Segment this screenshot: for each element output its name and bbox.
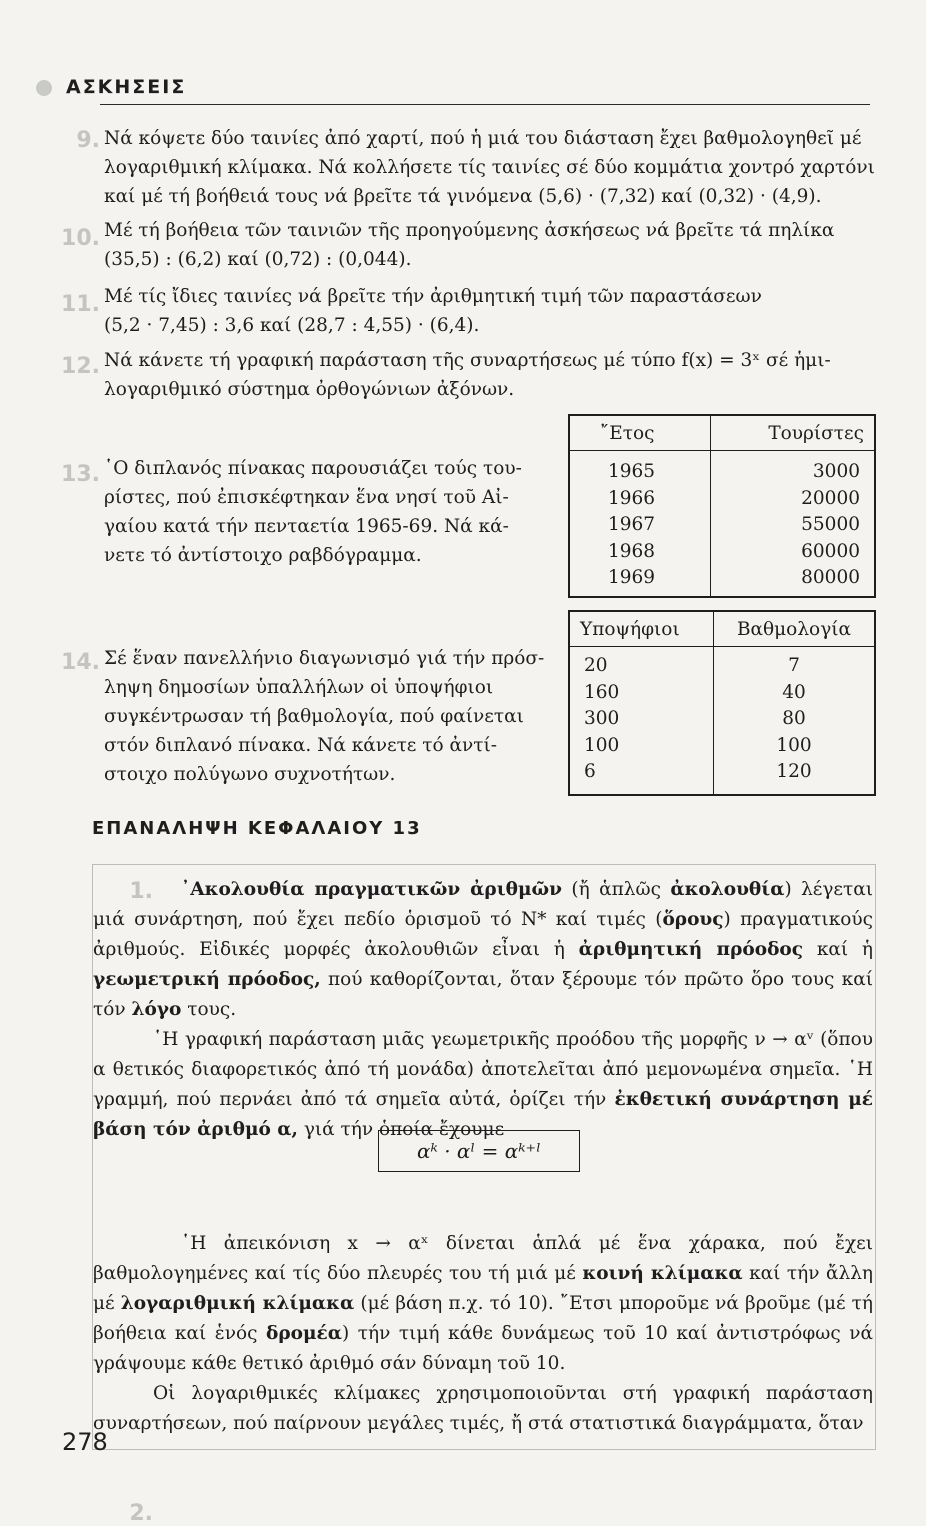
- text-span: τους.: [181, 999, 237, 1020]
- year-cell: 1968: [569, 539, 710, 566]
- term-exponential-function: ἐκθετική συνάρτηση μέ βάση τόν ἀριθμό α,: [93, 1089, 873, 1140]
- text-span: πού καθορίζονται, ὅταν ξέρουμε τόν πρῶτο ὅρο τους καί τόν: [93, 969, 873, 1020]
- exercise-13-line: ρίστες, πού ἐπισκέφτηκαν ἕνα νησί τοῦ Αἰ-: [104, 487, 509, 508]
- scores-table-header: [569, 611, 875, 647]
- tourists-cell: 3000: [812, 461, 860, 482]
- score-cell: 80: [782, 708, 806, 729]
- text-span: καί ἡ: [803, 939, 873, 960]
- exercise-10-line: Μέ τή βοήθεια τῶν ταινιῶν τῆς προηγούμενης ἀσκήσεως νά βρεῖτε τά πηλίκα: [104, 220, 835, 241]
- score-cell: 7: [788, 655, 800, 676]
- text-span: (ἤ ἁπλῶς: [562, 879, 671, 900]
- tourists-cell: 55000: [801, 514, 860, 535]
- scores-table: [568, 610, 876, 796]
- score-cell: 120: [776, 761, 812, 782]
- exercise-10: [104, 216, 876, 274]
- summary-paragraph-2: [93, 1025, 873, 1145]
- page-number: 278: [62, 1428, 108, 1456]
- exercise-13-line: ῾Ο διπλανός πίνακας παρουσιάζει τούς του-: [104, 458, 522, 479]
- table-row: [569, 451, 875, 486]
- year-cell: 1969: [569, 565, 710, 597]
- summary-paragraph-1: [93, 875, 873, 1025]
- exercise-12-line: Νά κάνετε τή γραφική παράσταση τῆς συναρτήσεως μέ τύπο f(x) = 3ˣ σέ ἡμι-: [104, 350, 831, 371]
- exercise-13: [104, 454, 544, 570]
- exercise-12-line: λογαριθμικό σύστημα ὀρθογώνιων ἀξόνων.: [104, 379, 515, 400]
- term-ratio: λόγο: [131, 999, 182, 1020]
- table-row: [569, 486, 875, 513]
- exercise-11-line: (5,2 · 7,45) : 3,6 καί (28,7 : 4,55) · (6,4).: [104, 315, 480, 336]
- exercise-13-line: γαίου κατά τήν πενταετία 1965-69. Νά κά-: [104, 516, 509, 537]
- column-header-tourists: Τουρίστες: [710, 415, 875, 451]
- table-row: [569, 706, 875, 733]
- term-log-scale: λογαριθμική κλίμακα: [120, 1293, 355, 1314]
- candidates-cell: 100: [569, 733, 713, 760]
- year-cell: 1966: [569, 486, 710, 513]
- text-span: γιά τήν ὁποία ἔχουμε: [297, 1119, 505, 1140]
- score-cell: 100: [776, 734, 812, 756]
- table-row: [569, 733, 875, 760]
- term-common-scale: κοινή κλίμακα: [582, 1263, 743, 1284]
- table-row: [569, 759, 875, 795]
- exercise-14-line: συγκέντρωσαν τή βαθμολογία, πού φαίνεται: [104, 706, 524, 727]
- score-cell: 40: [782, 681, 806, 703]
- exercise-14-line: Σέ ἕναν πανελλήνιο διαγωνισμό γιά τήν πρόσ-: [104, 648, 545, 669]
- term-arithmetic-progression: ἀριθμητική πρόοδος: [578, 939, 804, 960]
- column-header-year: ῎Ετος: [569, 415, 710, 451]
- exercise-14-line: στοιχο πολύγωνο συχνοτήτων.: [104, 764, 396, 785]
- tourists-table-header: [569, 415, 875, 451]
- table-row: [569, 647, 875, 680]
- exercise-10-number: 10.: [61, 226, 100, 251]
- section-title: ΕΠΑΝΑΛΗΨΗ ΚΕΦΑΛΑΙΟΥ 13: [92, 818, 422, 839]
- text-span: ) τήν τιμή κάθε δυνάμεως τοῦ 10 καί ἀντιστρόφως νά γράψουμε κάθε θετικό ἀριθμό σάν δύναμη τοῦ 10.: [93, 1323, 873, 1374]
- table-row: [569, 512, 875, 539]
- year-cell: 1965: [569, 451, 710, 486]
- exercise-9-line: λογαριθμική κλίμακα. Νά κολλήσετε τίς ταινίες σέ δύο κομμάτια χοντρό χαρτόνι: [104, 157, 875, 178]
- text-span: καί τήν ἄλλη μέ: [93, 1263, 873, 1314]
- exercise-9: [104, 124, 876, 211]
- exercise-11-number: 11.: [61, 292, 100, 317]
- exercise-12: [104, 346, 876, 404]
- text-span: ) πραγματικούς ἀριθμούς. Εἰδικές μορφές ἀκολουθιῶν εἶναι ἡ: [93, 909, 873, 960]
- tourists-table: [568, 414, 876, 598]
- table-row: [569, 680, 875, 707]
- exercise-9-number: 9.: [76, 128, 100, 153]
- column-header-candidates: Υποψήφιοι: [569, 611, 713, 647]
- header-rule: [100, 104, 870, 105]
- text-span: ῾Η ἀπεικόνιση x → αˣ δίνεται ἁπλά μέ ἕνα χάρακα, πού ἔχει βαθμολογημένες καί τίς δύο πλευρές του τή μιά μέ: [93, 1233, 873, 1284]
- term-cursor: δρομέα: [266, 1323, 343, 1344]
- exercise-10-line: (35,5) : (6,2) καί (0,72) : (0,044).: [104, 249, 412, 270]
- exercise-14-number: 14.: [61, 650, 100, 675]
- candidates-cell: 300: [569, 706, 713, 733]
- term-sequence-short: ἀκολουθία: [670, 879, 785, 900]
- exercise-13-line: νετε τό ἀντίστοιχο ραβδόγραμμα.: [104, 545, 422, 566]
- text-span: ) λέγεται μιά συνάρτηση, πού ἔχει πεδίο ὁρισμοῦ τό N* καί τιμές (: [93, 879, 873, 930]
- candidates-cell: 20: [569, 647, 713, 680]
- exercise-13-number: 13.: [61, 462, 100, 487]
- exercise-9-line: Νά κόψετε δύο ταινίες ἀπό χαρτί, πού ἡ μιά του διάσταση ἔχει βαθμολογηθεῖ μέ: [104, 128, 862, 149]
- summary-paragraph-3: [93, 1229, 873, 1379]
- exercise-9-line: καί μέ τή βοήθειά τους νά βρεῖτε τά γινόμενα (5,6) · (7,32) καί (0,32) · (4,9).: [104, 186, 822, 207]
- column-header-score: Βαθμολογία: [713, 611, 875, 647]
- term-sequence: ᾿Ακολουθία πραγματικῶν ἀριθμῶν: [181, 879, 563, 900]
- exercise-11-line: Μέ τίς ἴδιες ταινίες νά βρεῖτε τήν ἀριθμητική τιμή τῶν παραστάσεων: [104, 286, 762, 307]
- exercise-12-number: 12.: [61, 354, 100, 379]
- summary-item-2-number: 2.: [129, 1501, 153, 1526]
- table-row: [569, 539, 875, 566]
- header-title: ΑΣΚΗΣΕΙΣ: [66, 76, 187, 98]
- exercise-14-line: ληψη δημοσίων ὑπαλλήλων οἱ ὑποψήφιοι: [104, 677, 494, 698]
- year-cell: 1967: [569, 512, 710, 539]
- text-span: (μέ βάση π.χ. τό 10). ῎Ετσι μποροῦμε νά βροῦμε (μέ τή βοήθεια καί ἑνός: [93, 1293, 873, 1344]
- summary-item-1-number: 1.: [129, 879, 153, 904]
- exercise-11: [104, 282, 876, 340]
- table-row: [569, 565, 875, 597]
- candidates-cell: 6: [569, 759, 713, 795]
- formula-box: αᵏ · αˡ = αᵏ⁺ˡ: [378, 1130, 580, 1172]
- term-terms: ὅρους: [662, 909, 724, 930]
- exercise-14: [104, 644, 554, 789]
- candidates-cell: 160: [569, 680, 713, 707]
- term-geometric-progression: γεωμετρική πρόοδος,: [93, 969, 321, 990]
- tourists-cell: 20000: [801, 487, 860, 509]
- tourists-cell: 80000: [801, 567, 860, 588]
- text-span: ῾Η γραφική παράσταση μιᾶς γεωμετρικῆς προόδου τῆς μορφῆς ν → αᵛ (ὅπου α θετικός διαφορετικός ἀπό τή μονάδα) ἀποτελεῖται ἀπό μεμονωμένα σημεῖα. ῾Η γραμμή, πού περνάει ἀπό τά σημεῖα αὐτά, ὁρίζει τήν: [93, 1029, 873, 1110]
- summary-paragraph-4: Οἱ λογαριθμικές κλίμακες χρησιμοποιοῦνται στή γραφική παράσταση συναρτήσεων, πού παίρνουν μεγάλες τιμές, ἤ στά στατιστικά διαγράμματα, ὅταν: [93, 1383, 873, 1434]
- header-bullet-icon: [36, 80, 52, 96]
- tourists-cell: 60000: [801, 540, 860, 562]
- exercise-14-line: στόν διπλανό πίνακα. Νά κάνετε τό ἀντί-: [104, 735, 498, 756]
